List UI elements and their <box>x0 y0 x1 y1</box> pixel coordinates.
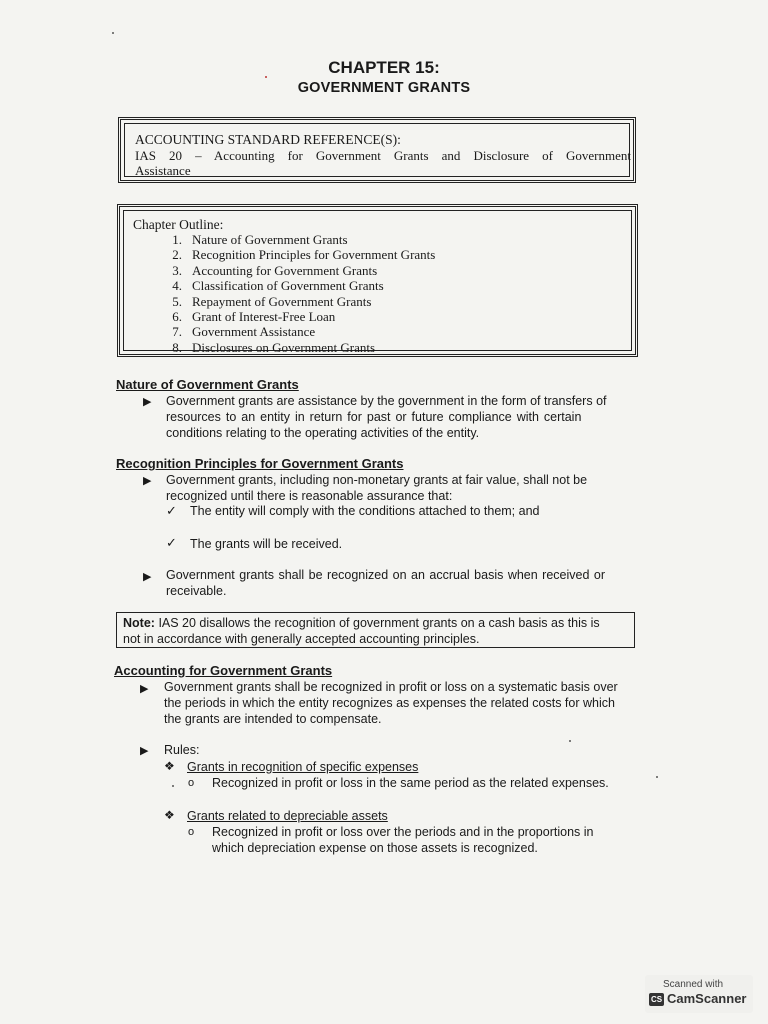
section-heading-accounting: Accounting for Government Grants <box>114 663 333 678</box>
scan-speck <box>112 32 114 34</box>
watermark-caption: Scanned with <box>663 979 724 990</box>
section-heading-recognition: Recognition Principles for Government Grants <box>116 456 404 471</box>
outline-item: 8. Disclosures on Government Grants <box>172 339 376 355</box>
note-box <box>116 612 635 648</box>
outline-item: 3. Accounting for Government Grants <box>172 262 378 278</box>
outline-item: 7. Government Assistance <box>172 324 316 340</box>
chapter-outline-inner <box>123 210 632 355</box>
triangle-bullet-icon: ▶ <box>143 396 152 408</box>
reference-line-1: IAS 20 – Accounting for Government Grants and Disclosure of Government <box>135 148 631 163</box>
rule-1-title: Grants in recognition of specific expenses <box>187 760 419 774</box>
note-text: Note: IAS 20 disallows the recognition of government grants on a cash basis as this is not in accordance with generally accepted accounting principles. <box>123 616 600 646</box>
circle-bullet-icon: o <box>188 826 195 838</box>
watermark-brand: CamScanner <box>667 991 747 1006</box>
triangle-bullet-icon: ▶ <box>140 683 149 695</box>
camscanner-logo-icon: CS <box>650 995 663 1004</box>
outline-item: 1. Nature of Government Grants <box>172 232 348 247</box>
reference-line-2: Assistance <box>135 163 191 178</box>
scan-speck <box>265 76 267 78</box>
check-icon: ✓ <box>166 503 177 518</box>
diamond-bullet-icon: ❖ <box>164 808 175 822</box>
outline-item: 2. Recognition Principles for Government Grants <box>172 247 436 263</box>
accounting-paragraph: Government grants shall be recognized in profit or loss on a systematic basis over the periods in which the entity recognizes as expenses the related costs for which the grants are intended to compensate. <box>164 680 618 726</box>
outline-heading: Chapter Outline: <box>133 217 224 232</box>
reference-heading: ACCOUNTING STANDARD REFERENCE(S): <box>135 132 401 147</box>
camscanner-watermark <box>645 975 753 1013</box>
circle-bullet-icon: o <box>188 777 195 789</box>
section-heading-nature: Nature of Government Grants <box>116 377 299 392</box>
recognition-paragraph-2: Government grants shall be recognized on an accrual basis when received or receivable. <box>166 568 606 598</box>
rule-1-detail: Recognized in profit or loss in the same period as the related expenses. <box>212 776 609 790</box>
chapter-outline-box <box>117 204 638 357</box>
rules-label: Rules: <box>164 743 200 757</box>
outline-item: 5. Repayment of Government Grants <box>172 293 372 309</box>
rule-2-detail: Recognized in profit or loss over the periods and in the proportions in which depreciation expense on those assets is recognized. <box>212 825 594 855</box>
outline-item: 4. Classification of Government Grants <box>172 278 384 294</box>
recognition-condition-2: The grants will be received. <box>190 537 343 551</box>
outline-list <box>146 232 435 355</box>
nature-paragraph: Government grants are assistance by the government in the form of transfers of resources to an entity in return for past or future compliance with certain conditions relating to the operating activities of the entity. <box>166 394 607 440</box>
recognition-paragraph-1: Government grants, including non-monetary grants at fair value, shall not be recognized until there is reasonable assurance that: <box>166 473 588 503</box>
standard-reference-box <box>118 117 636 183</box>
chapter-title: GOVERNMENT GRANTS <box>297 80 471 96</box>
triangle-bullet-icon: ▶ <box>143 475 152 487</box>
scan-speck <box>172 785 174 787</box>
standard-reference-inner <box>124 123 630 177</box>
triangle-bullet-icon: ▶ <box>140 745 149 757</box>
scan-speck <box>569 740 571 742</box>
scan-speck <box>656 776 658 778</box>
chapter-number: CHAPTER 15: <box>328 58 440 77</box>
check-icon: ✓ <box>166 535 177 550</box>
recognition-condition-1: The entity will comply with the conditions attached to them; and <box>190 504 540 518</box>
rule-2-title: Grants related to depreciable assets <box>187 809 388 823</box>
diamond-bullet-icon: ❖ <box>164 759 175 773</box>
triangle-bullet-icon: ▶ <box>143 571 152 583</box>
outline-item: 6. Grant of Interest-Free Loan <box>172 308 336 324</box>
